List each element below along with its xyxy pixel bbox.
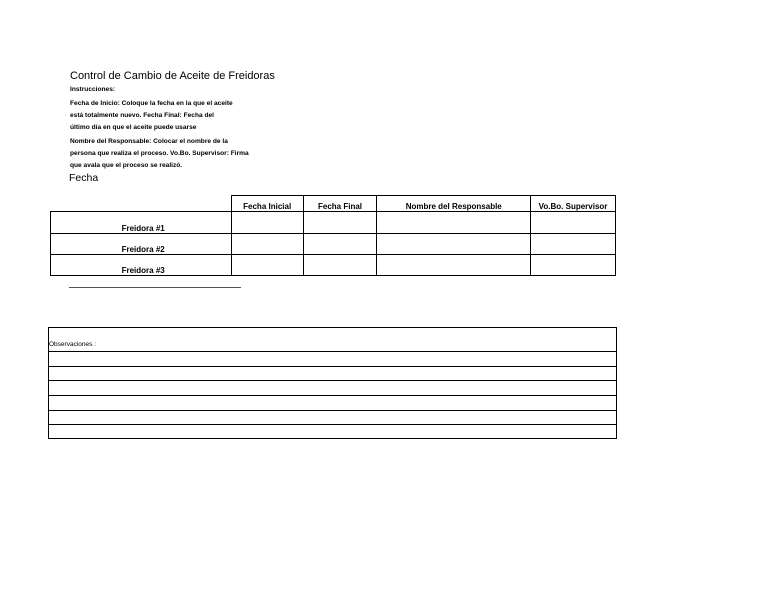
cell-vobo-supervisor[interactable] bbox=[531, 234, 616, 255]
observation-line bbox=[49, 352, 617, 367]
cell-vobo-supervisor[interactable] bbox=[531, 255, 616, 276]
cell-nombre-responsable[interactable] bbox=[377, 212, 531, 234]
observation-line bbox=[49, 381, 617, 396]
observation-field[interactable] bbox=[49, 352, 617, 367]
observation-line bbox=[49, 425, 617, 439]
instructions-line: último día en que el aceite puede usarse bbox=[70, 124, 197, 131]
table-header-row bbox=[51, 196, 616, 212]
instructions-heading: Instrucciones: bbox=[70, 86, 116, 93]
cell-fecha-final[interactable] bbox=[303, 212, 377, 234]
observation-line bbox=[49, 396, 617, 411]
cell-fecha-inicial[interactable] bbox=[231, 234, 303, 255]
cell-fecha-inicial[interactable] bbox=[231, 255, 303, 276]
fryer-log-table bbox=[50, 195, 616, 276]
cell-fecha-inicial[interactable] bbox=[231, 212, 303, 234]
instructions-line: Fecha de Inicio: Coloque la fecha en la que el aceite bbox=[70, 100, 233, 107]
observation-field[interactable] bbox=[49, 411, 617, 425]
header-vobo-supervisor: Vo.Bo. Supervisor bbox=[531, 196, 616, 212]
fecha-label: Fecha bbox=[69, 172, 99, 184]
observations-table bbox=[48, 327, 617, 439]
cell-fecha-final[interactable] bbox=[303, 234, 377, 255]
row-label-freidora-3: Freidora #3 bbox=[51, 255, 232, 276]
table-row bbox=[51, 255, 616, 276]
observation-field[interactable] bbox=[49, 396, 617, 411]
instructions-line: está totalmente nuevo. Fecha Final: Fecha del bbox=[70, 112, 215, 119]
observation-line bbox=[49, 367, 617, 381]
table-row bbox=[51, 234, 616, 255]
observation-field[interactable] bbox=[49, 425, 617, 439]
header-fecha-final: Fecha Final bbox=[303, 196, 377, 212]
observation-field[interactable] bbox=[49, 367, 617, 381]
cell-fecha-final[interactable] bbox=[303, 255, 377, 276]
signature-line bbox=[69, 287, 241, 288]
observation-field[interactable] bbox=[49, 381, 617, 396]
observations-label: Observaciones : bbox=[49, 328, 617, 352]
table-corner bbox=[51, 196, 232, 212]
instructions-line: persona que realiza el proceso. Vo.Bo. Supervisor: Firma bbox=[70, 150, 249, 157]
instructions-line: Nombre del Responsable: Colocar el nombre de la bbox=[70, 138, 228, 145]
page-title: Control de Cambio de Aceite de Freidoras bbox=[70, 70, 275, 82]
header-fecha-inicial: Fecha Inicial bbox=[231, 196, 303, 212]
observation-line bbox=[49, 411, 617, 425]
cell-nombre-responsable[interactable] bbox=[377, 255, 531, 276]
instructions-line: que avala que el proceso se realizó. bbox=[70, 162, 183, 169]
cell-nombre-responsable[interactable] bbox=[377, 234, 531, 255]
row-label-freidora-2: Freidora #2 bbox=[51, 234, 232, 255]
cell-vobo-supervisor[interactable] bbox=[531, 212, 616, 234]
row-label-freidora-1: Freidora #1 bbox=[51, 212, 232, 234]
header-nombre-responsable: Nombre del Responsable bbox=[377, 196, 531, 212]
observations-label-row bbox=[49, 328, 617, 352]
table-row bbox=[51, 212, 616, 234]
